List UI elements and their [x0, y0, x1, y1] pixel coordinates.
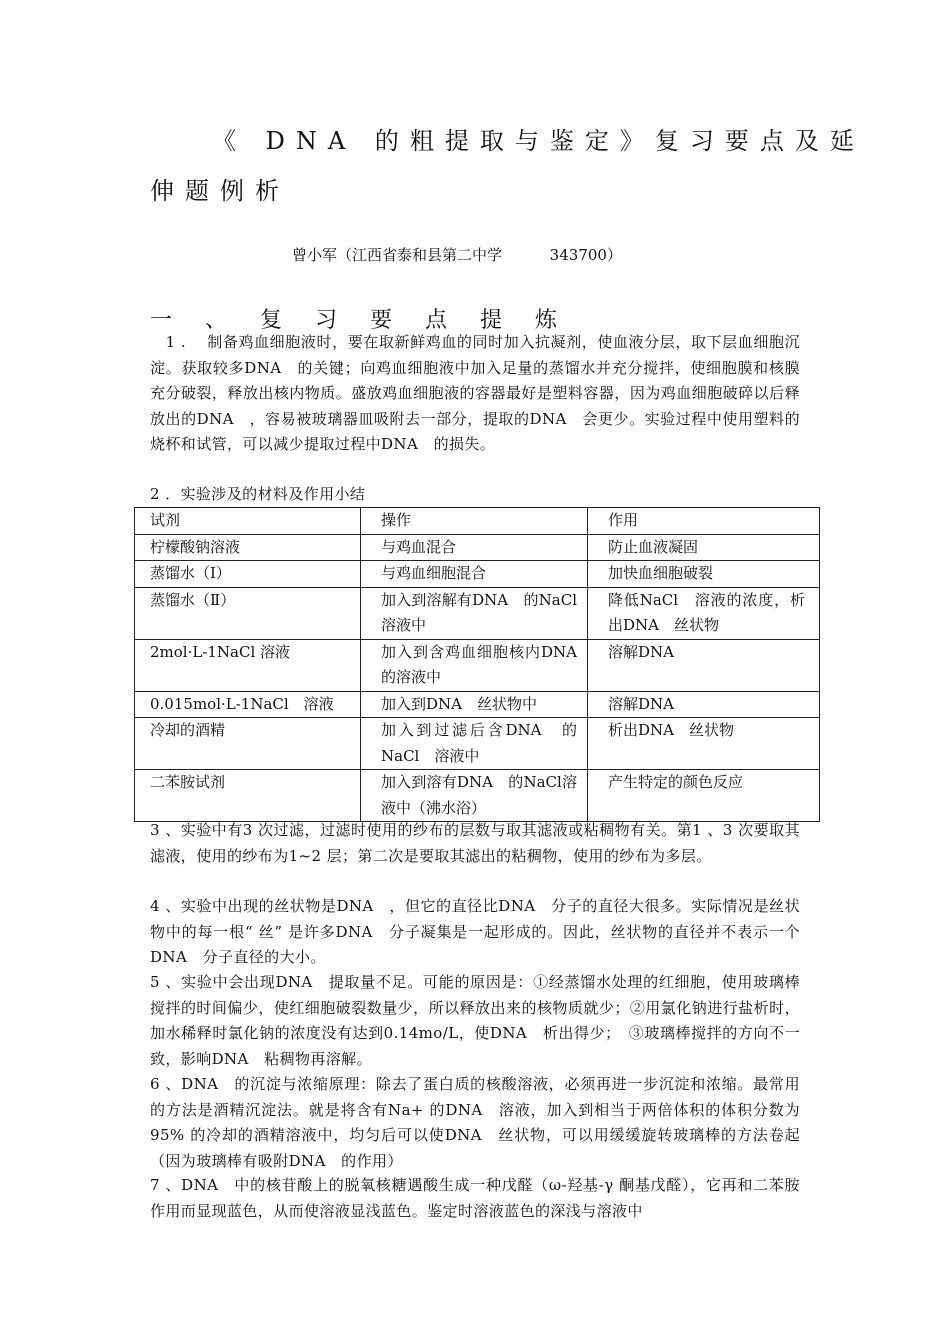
function-cell: 产生特定的颜色反应 — [588, 770, 820, 822]
header-cell: 试剂 — [135, 508, 361, 535]
reagent-cell: 0.015mol·L-1NaCl 溶液 — [135, 691, 361, 718]
point-6-paragraph: 6 、DNA 的沉淀与浓缩原理：除去了蛋白质的核酸溶液，必须再进一步沉淀和浓缩。最常用的方法是酒精沉淀法。就是将含有Na+ 的DNA 溶液，加入到相当于两倍体积的体积分数为95% 的冷却的酒精溶液中，均匀后可以使DNA 丝状物，可以用缓缓旋转玻璃棒的方法卷起（因为玻璃棒有吸附DNA 的作用） — [150, 1075, 800, 1170]
reagent-cell: 柠檬酸钠溶液 — [135, 534, 361, 561]
title-line-1: 《 DNA 的粗提取与鉴定》复习要点及延 — [212, 127, 865, 155]
function-cell: 溶解DNA — [588, 639, 820, 691]
function-cell: 加快血细胞破裂 — [588, 561, 820, 588]
function-cell: 溶解DNA — [588, 691, 820, 718]
operation-cell: 加入到溶解有DNA 的NaCl 溶液中 — [361, 587, 588, 639]
table-row — [135, 770, 820, 822]
reagent-cell: 冷却的酒精 — [135, 718, 361, 770]
title-line-2: 伸题例析 — [150, 177, 290, 205]
operation-cell: 加入到溶有DNA 的NaCl溶液中（沸水浴） — [361, 770, 588, 822]
table-row — [135, 639, 820, 691]
author-line: 曾小军（江西省泰和县第二中学 343700） — [292, 246, 622, 264]
operation-cell: 与鸡血细胞混合 — [361, 561, 588, 588]
table-row — [135, 587, 820, 639]
reagent-cell: 蒸馏水（Ⅱ） — [135, 587, 361, 639]
point-2-title: 2 ．实验涉及的材料及作用小结 — [150, 485, 366, 503]
reagent-cell: 2mol·L-1NaCl 溶液 — [135, 639, 361, 691]
point-3-paragraph: 3 、实验中有3 次过滤，过滤时使用的纱布的层数与取其滤液或粘稠物有关。第1 、3 次要取其滤液，使用的纱布为1~2 层；第二次是要取其滤出的粘稠物，使用的纱布为多层。 — [150, 821, 800, 865]
table-row — [135, 561, 820, 588]
reagent-table — [134, 507, 820, 822]
operation-cell: 加入到含鸡血细胞核内DNA 的溶液中 — [361, 639, 588, 691]
table-header-row — [135, 508, 820, 535]
header-cell: 作用 — [588, 508, 820, 535]
operation-cell: 加入到DNA 丝状物中 — [361, 691, 588, 718]
function-cell: 析出DNA 丝状物 — [588, 718, 820, 770]
function-cell: 防止血液凝固 — [588, 534, 820, 561]
reagent-cell: 二苯胺试剂 — [135, 770, 361, 822]
operation-cell: 与鸡血混合 — [361, 534, 588, 561]
header-cell: 操作 — [361, 508, 588, 535]
point-4-paragraph: 4 、实验中出现的丝状物是DNA ，但它的直径比DNA 分子的直径大很多。实际情况是丝状物中的每一根“ 丝” 是许多DNA 分子凝集是一起形成的。因此，丝状物的直径并不表示一个DNA 分子直径的大小。 — [150, 897, 800, 966]
reagent-cell: 蒸馏水（Ⅰ） — [135, 561, 361, 588]
table-row — [135, 718, 820, 770]
point-1-paragraph: 1 . 制备鸡血细胞液时，要在取新鲜鸡血的同时加入抗凝剂，使血液分层，取下层血细胞沉淀。获取较多DNA 的关键；向鸡血细胞液中加入足量的蒸馏水并充分搅拌，使细胞膜和核膜充分破裂，释放出核内物质。盛放鸡血细胞液的容器最好是塑料容器，因为鸡血细胞破碎以后释放出的DNA ，容易被玻璃器皿吸附去一部分，提取的DNA 会更少。实验过程中使用塑料的烧杯和试管，可以减少提取过程中DNA 的损失。 — [150, 333, 800, 453]
point-7-paragraph: 7 、DNA 中的核苷酸上的脱氧核糖遇酸生成一种戊醛（ω-羟基-γ 酮基戊醛），它再和二苯胺作用而显现蓝色，从而使溶液显浅蓝色。鉴定时溶液蓝色的深浅与溶液中 — [150, 1176, 800, 1220]
operation-cell: 加入到过滤后含DNA 的NaCl 溶液中 — [361, 718, 588, 770]
point-5-paragraph: 5 、实验中会出现DNA 提取量不足。可能的原因是：①经蒸馏水处理的红细胞，使用玻璃棒搅拌的时间偏少，使红细胞破裂数量少，所以释放出来的核物质就少；②用氯化钠进行盐析时，加水稀释时氯化钠的浓度没有达到0.14mo/L，使DNA 析出得少； ③玻璃棒搅拌的方向不一致，影响DNA 粘稠物再溶解。 — [150, 973, 800, 1068]
table-row — [135, 534, 820, 561]
section-heading: 一 、 复 习 要 点 提 炼 — [150, 308, 570, 333]
function-cell: 降低NaCl 溶液的浓度，析出DNA 丝状物 — [588, 587, 820, 639]
table-row — [135, 691, 820, 718]
